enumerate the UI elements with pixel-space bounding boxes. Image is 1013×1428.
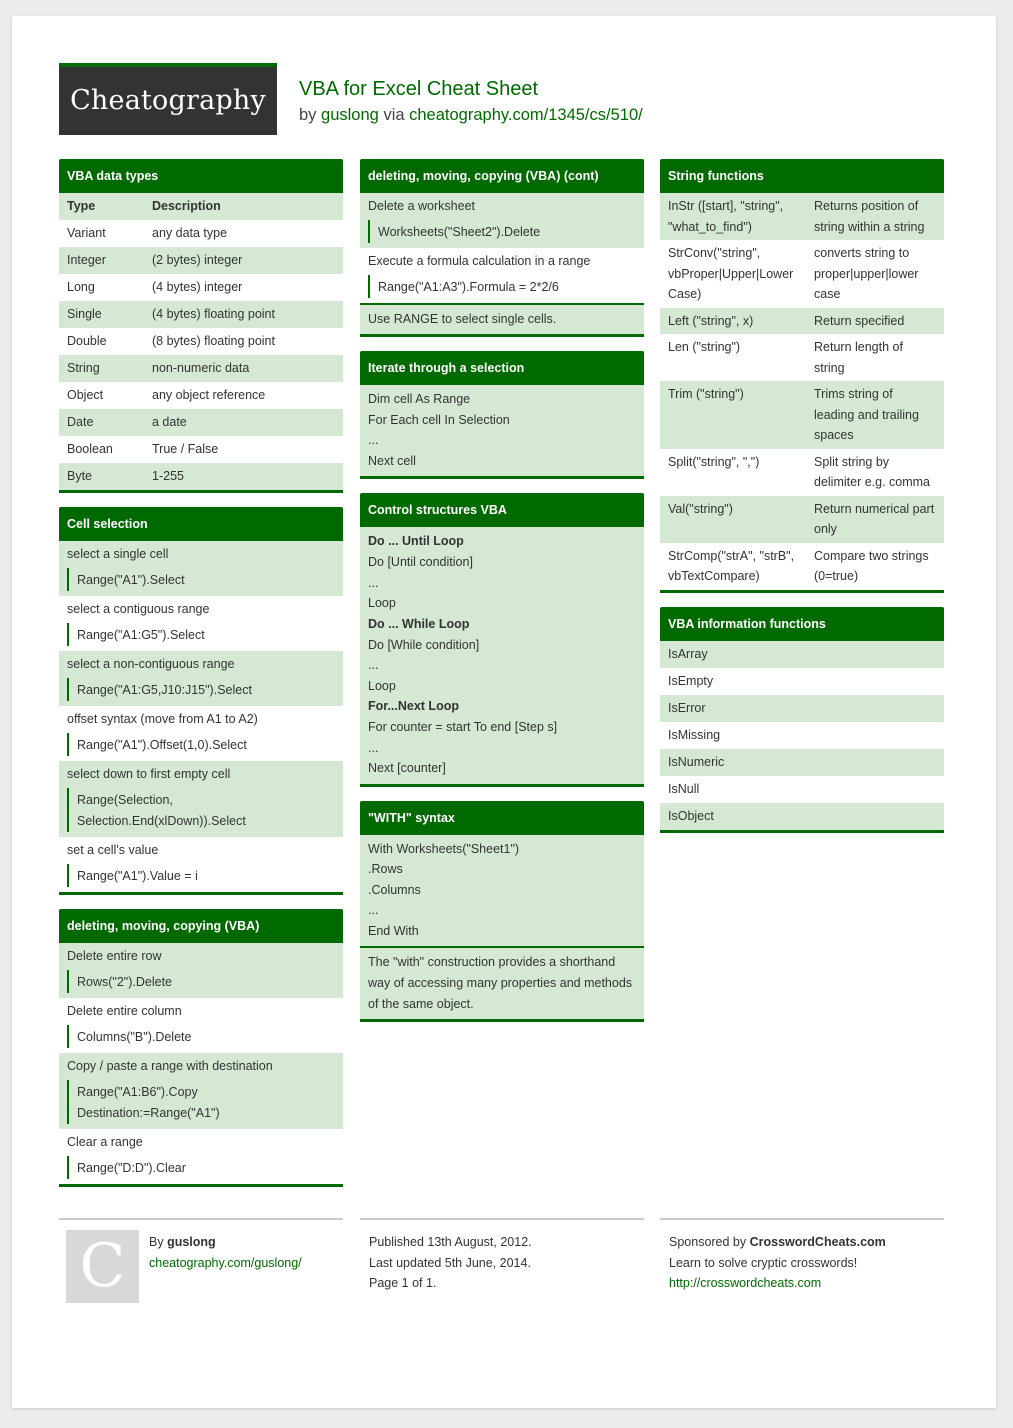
table-row bbox=[59, 463, 343, 490]
list-item bbox=[59, 998, 343, 1053]
code-line: Do [Until condition] bbox=[368, 555, 473, 569]
code-line: ... bbox=[368, 903, 379, 917]
sponsored-label: Sponsored by bbox=[669, 1235, 747, 1249]
item-label: select a single cell bbox=[67, 547, 169, 561]
code-line: For counter = start To end [Step s] bbox=[368, 720, 558, 734]
type-cell: Variant bbox=[67, 226, 106, 240]
list-item bbox=[59, 706, 343, 761]
item-label: select a contiguous range bbox=[67, 602, 210, 616]
type-column-header: Type bbox=[67, 199, 96, 213]
list-item bbox=[59, 1053, 343, 1129]
table-row bbox=[59, 301, 343, 328]
loop-heading: For...Next Loop bbox=[368, 699, 459, 713]
table-row bbox=[59, 274, 343, 301]
list-item bbox=[59, 541, 343, 596]
code-snippet bbox=[67, 1080, 335, 1124]
code-line: End With bbox=[368, 923, 419, 938]
description-cell: non-numeric data bbox=[152, 361, 250, 375]
code-snippet: Range("A1:G5,J10:J15").Select bbox=[67, 678, 335, 701]
item-label: set a cell's value bbox=[67, 843, 159, 857]
byline bbox=[299, 106, 643, 125]
author-line bbox=[149, 1232, 343, 1253]
description-cell: Split string by delimiter e.g. comma bbox=[814, 454, 931, 489]
code-snippet: Rows("2").Delete bbox=[67, 970, 335, 993]
item-label: select a non-contiguous range bbox=[67, 657, 235, 671]
description-cell: a date bbox=[152, 415, 187, 429]
description-cell: Returns position of string within a string bbox=[814, 199, 925, 234]
code-block bbox=[360, 385, 644, 476]
author-profile-link[interactable]: cheatography.com/guslong/ bbox=[149, 1255, 302, 1270]
code-snippet: Range("A1").Value = i bbox=[67, 864, 335, 887]
page-number: Page 1 of 1. bbox=[369, 1276, 437, 1290]
function-cell: InStr ([start], "string", "what_to_find") bbox=[668, 199, 784, 234]
type-cell: Single bbox=[67, 307, 102, 321]
table-row bbox=[660, 381, 944, 449]
type-cell: Double bbox=[67, 334, 107, 348]
list-item: IsError bbox=[660, 695, 944, 722]
code-line: Do [While condition] bbox=[368, 637, 480, 652]
table-row bbox=[59, 409, 343, 436]
code-block bbox=[360, 527, 644, 784]
code-line: For Each cell In Selection bbox=[368, 412, 510, 427]
page-title: VBA for Excel Cheat Sheet bbox=[299, 78, 539, 100]
description-cell: any data type bbox=[152, 226, 228, 240]
iterate-box bbox=[360, 351, 644, 479]
function-cell: StrComp("strA", "strB", vbTextCompare) bbox=[668, 548, 795, 583]
description-cell: Return specified bbox=[814, 313, 905, 328]
description-cell: Trims string of leading and trailing spaces bbox=[814, 387, 919, 442]
code-line: .Rows bbox=[368, 862, 403, 876]
description-cell: Return numerical part only bbox=[814, 501, 935, 536]
description-cell: (4 bytes) integer bbox=[152, 280, 243, 294]
table-row bbox=[660, 543, 944, 590]
deleting-cont-heading: deleting, moving, copying (VBA) (cont) bbox=[360, 159, 644, 193]
list-item: IsNumeric bbox=[660, 749, 944, 776]
deleting-cont-box bbox=[360, 159, 644, 337]
column-2 bbox=[360, 159, 644, 1036]
code-line: ... bbox=[368, 740, 379, 755]
code-line: Loop bbox=[368, 678, 396, 693]
iterate-heading: Iterate through a selection bbox=[360, 351, 644, 385]
sponsor-link[interactable]: http://crosswordcheats.com bbox=[669, 1276, 822, 1290]
code-line: With Worksheets("Sheet1") bbox=[368, 841, 520, 856]
list-item bbox=[59, 943, 343, 998]
data-types-box bbox=[59, 159, 343, 493]
list-item: IsNull bbox=[660, 776, 944, 803]
deleting-heading: deleting, moving, copying (VBA) bbox=[59, 909, 343, 943]
list-item bbox=[59, 596, 343, 651]
footer-sponsor bbox=[660, 1218, 944, 1294]
function-cell: Val("string") bbox=[668, 501, 733, 516]
footer-author bbox=[59, 1218, 343, 1301]
avatar[interactable]: C bbox=[66, 1230, 139, 1303]
description-cell: 1-255 bbox=[152, 469, 184, 483]
control-box bbox=[360, 493, 644, 787]
table-row bbox=[660, 193, 944, 240]
info-functions-heading: VBA information functions bbox=[660, 607, 944, 641]
column-3 bbox=[660, 159, 944, 847]
code-snippet: Columns("B").Delete bbox=[67, 1025, 335, 1048]
code-line: ... bbox=[368, 575, 379, 590]
code-snippet: Range("A1:A3").Formula = 2*2/6 bbox=[368, 275, 636, 298]
byline-via: via bbox=[383, 106, 405, 124]
item-label: Delete entire column bbox=[67, 1004, 182, 1018]
string-functions-box bbox=[660, 159, 944, 593]
loop-heading: Do ... Until Loop bbox=[368, 534, 464, 548]
item-label: Copy / paste a range with destination bbox=[67, 1059, 273, 1073]
list-item bbox=[59, 651, 343, 706]
author-name[interactable]: guslong bbox=[167, 1235, 216, 1249]
description-cell: (2 bytes) integer bbox=[152, 253, 243, 267]
cell-selection-heading: Cell selection bbox=[59, 507, 343, 541]
type-cell: Boolean bbox=[67, 442, 113, 456]
list-item bbox=[360, 248, 644, 303]
sponsor-line bbox=[660, 1232, 944, 1253]
description-cell: converts string to proper|upper|lower case bbox=[814, 246, 919, 301]
with-heading: "WITH" syntax bbox=[360, 801, 644, 835]
description-column-header: Description bbox=[152, 199, 221, 213]
table-row bbox=[660, 449, 944, 496]
list-item bbox=[360, 193, 644, 248]
published-date: Published 13th August, 2012. bbox=[369, 1235, 532, 1249]
type-cell: Object bbox=[67, 388, 104, 402]
type-cell: Byte bbox=[67, 469, 93, 483]
updated-date: Last updated 5th June, 2014. bbox=[369, 1255, 531, 1270]
code-snippet: Range("A1").Offset(1,0).Select bbox=[67, 733, 335, 756]
cell-selection-box bbox=[59, 507, 343, 895]
code-line: Destination:=Range("A1") bbox=[77, 1106, 220, 1120]
code-line: Range("A1:B6").Copy bbox=[77, 1085, 198, 1099]
code-snippet: Worksheets("Sheet2").Delete bbox=[368, 220, 636, 243]
byline-by: by bbox=[299, 106, 317, 124]
by-label: By bbox=[149, 1235, 164, 1249]
table-row bbox=[660, 334, 944, 381]
data-types-heading: VBA data types bbox=[59, 159, 343, 193]
item-label: Delete a worksheet bbox=[368, 199, 476, 213]
list-item: IsEmpty bbox=[660, 668, 944, 695]
control-heading: Control structures VBA bbox=[360, 493, 644, 527]
table-row bbox=[59, 220, 343, 247]
description-cell: (4 bytes) floating point bbox=[152, 307, 275, 321]
code-block bbox=[360, 835, 644, 947]
type-cell: Long bbox=[67, 280, 95, 294]
table-row bbox=[59, 247, 343, 274]
list-item: IsMissing bbox=[660, 722, 944, 749]
table-row bbox=[59, 328, 343, 355]
description-cell: Return length of string bbox=[814, 340, 903, 375]
function-cell: StrConv("string", vbProper|Upper|Lower Case) bbox=[668, 246, 794, 301]
type-cell: Date bbox=[67, 415, 94, 429]
code-snippet: Range("D:D").Clear bbox=[67, 1156, 335, 1179]
table-row bbox=[59, 382, 343, 409]
sponsor-name[interactable]: CrosswordCheats.com bbox=[749, 1235, 886, 1249]
code-snippet: Range("A1").Select bbox=[67, 568, 335, 591]
item-label: Delete entire row bbox=[67, 949, 162, 963]
list-item bbox=[59, 761, 343, 837]
loop-heading: Do ... While Loop bbox=[368, 616, 470, 631]
code-line: Next [counter] bbox=[368, 761, 446, 775]
data-types-header-row bbox=[59, 193, 343, 220]
table-row bbox=[59, 355, 343, 382]
item-label: Clear a range bbox=[67, 1135, 143, 1149]
code-line: Dim cell As Range bbox=[368, 392, 471, 406]
item-label: offset syntax (move from A1 to A2) bbox=[67, 712, 258, 726]
sponsor-text: Learn to solve cryptic crosswords! bbox=[669, 1255, 858, 1270]
list-item bbox=[59, 837, 343, 892]
column-1 bbox=[59, 159, 343, 1201]
description-cell: True / False bbox=[152, 442, 219, 456]
code-snippet bbox=[67, 788, 335, 832]
code-line: Selection.End(xlDown)).Select bbox=[77, 814, 246, 828]
footer-dates bbox=[360, 1218, 644, 1294]
deleting-box bbox=[59, 909, 343, 1187]
code-line: Loop bbox=[368, 596, 396, 610]
code-snippet: Range("A1:G5").Select bbox=[67, 623, 335, 646]
list-item bbox=[59, 1129, 343, 1184]
code-line: .Columns bbox=[368, 882, 421, 897]
code-line: ... bbox=[368, 433, 379, 447]
cheatography-logo[interactable]: Cheatography bbox=[59, 63, 277, 135]
note: Use RANGE to select single cells. bbox=[360, 303, 644, 334]
table-row bbox=[660, 240, 944, 308]
code-line: Next cell bbox=[368, 453, 416, 468]
table-row bbox=[660, 308, 944, 335]
item-label: Execute a formula calculation in a range bbox=[368, 254, 591, 268]
function-cell: Left ("string", x) bbox=[668, 313, 754, 328]
string-functions-heading: String functions bbox=[660, 159, 944, 193]
list-item: IsArray bbox=[660, 641, 944, 668]
with-box bbox=[360, 801, 644, 1023]
author-link[interactable]: guslong bbox=[321, 106, 379, 124]
author-info bbox=[149, 1232, 343, 1273]
description-cell: any object reference bbox=[152, 388, 266, 402]
type-cell: Integer bbox=[67, 253, 106, 267]
note: The "with" construction provides a shorthand way of accessing many properties and methods of the same object. bbox=[360, 946, 644, 1019]
description-cell: Compare two strings (0=true) bbox=[814, 548, 929, 583]
function-cell: Trim ("string") bbox=[668, 387, 744, 401]
table-row bbox=[59, 436, 343, 463]
table-row bbox=[660, 496, 944, 543]
description-cell: (8 bytes) floating point bbox=[152, 334, 275, 348]
item-label: select down to first empty cell bbox=[67, 767, 231, 781]
function-cell: Split("string", ",") bbox=[668, 454, 760, 469]
code-line: ... bbox=[368, 658, 379, 672]
code-line: Range(Selection, bbox=[77, 793, 173, 807]
list-item: IsObject bbox=[660, 803, 944, 830]
sheet-url-link[interactable]: cheatography.com/1345/cs/510/ bbox=[409, 106, 643, 124]
type-cell: String bbox=[67, 361, 100, 375]
info-functions-box bbox=[660, 607, 944, 833]
cheat-sheet-page bbox=[12, 16, 996, 1408]
function-cell: Len ("string") bbox=[668, 340, 741, 354]
